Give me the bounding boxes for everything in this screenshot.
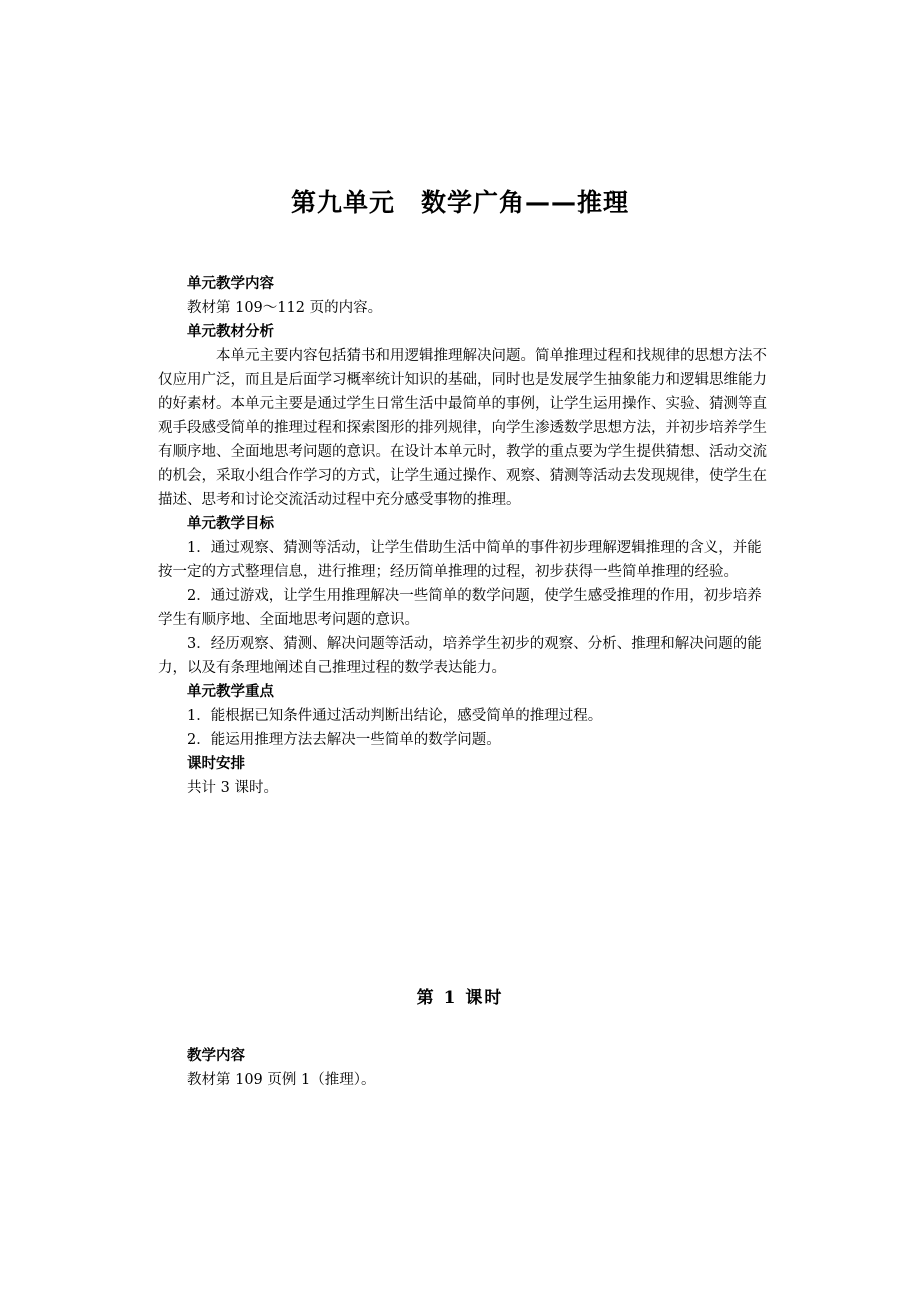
page-title: 第九单元 数学广角——推理: [290, 188, 629, 217]
schedule-heading: 课时安排: [187, 756, 245, 772]
teaching-content-heading: 单元教学内容: [187, 276, 274, 292]
lesson-content-text: 教材第 109 页例 1（推理）。: [187, 1072, 376, 1088]
key-point-item: 1．能根据已知条件通过活动判断出结论，感受简单的推理过程。: [187, 708, 603, 724]
teaching-goals-heading: 单元教学目标: [187, 516, 274, 532]
teaching-goal-item: 3．经历观察、猜测、解决问题等活动，培养学生初步的观察、分析、推理和解决问题的能力，以及有条理地阐述自己推理过程的数学表达能力。: [158, 636, 762, 676]
teaching-goal-item: 1．通过观察、猜测等活动，让学生借助生活中简单的事件初步理解逻辑推理的含义，并能按一定的方式整理信息，进行推理；经历简单推理的过程，初步获得一些简单推理的经验。: [158, 540, 762, 580]
key-point-item: 2．能运用推理方法去解决一些简单的数学问题。: [187, 732, 501, 748]
schedule-text: 共计 3 课时。: [187, 780, 278, 796]
unit-overview: [158, 272, 767, 800]
lesson-content-heading: 教学内容: [187, 1048, 245, 1064]
key-points-heading: 单元教学重点: [187, 684, 274, 700]
lesson-section: [187, 1044, 767, 1092]
material-analysis-text: 本单元主要内容包括猜书和用逻辑推理解决问题。简单推理过程和找规律的思想方法不仅应用广泛，而且是后面学习概率统计知识的基础，同时也是发展学生抽象能力和逻辑思维能力的好素材。本单元主要是通过学生日常生活中最简单的事例，让学生运用操作、实验、猜测等直观手段感受简单的推理过程和探索图形的排列规律，向学生渗透数学思想方法，并初步培养学生有顺序地、全面地思考问题的意识。在设计本单元时，教学的重点要为学生提供猜想、活动交流的机会，采取小组合作学习的方式，让学生通过操作、观察、猜测等活动去发现规律，使学生在描述、思考和讨论交流活动过程中充分感受事物的推理。: [158, 348, 767, 508]
lesson-title: 第 1 课时: [416, 988, 504, 1008]
teaching-goal-item: 2．通过游戏，让学生用推理解决一些简单的数学问题，使学生感受推理的作用，初步培养学生有顺序地、全面地思考问题的意识。: [158, 588, 762, 628]
teaching-content-text: 教材第 109～112 页的内容。: [187, 300, 383, 316]
material-analysis-heading: 单元教材分析: [187, 324, 274, 340]
